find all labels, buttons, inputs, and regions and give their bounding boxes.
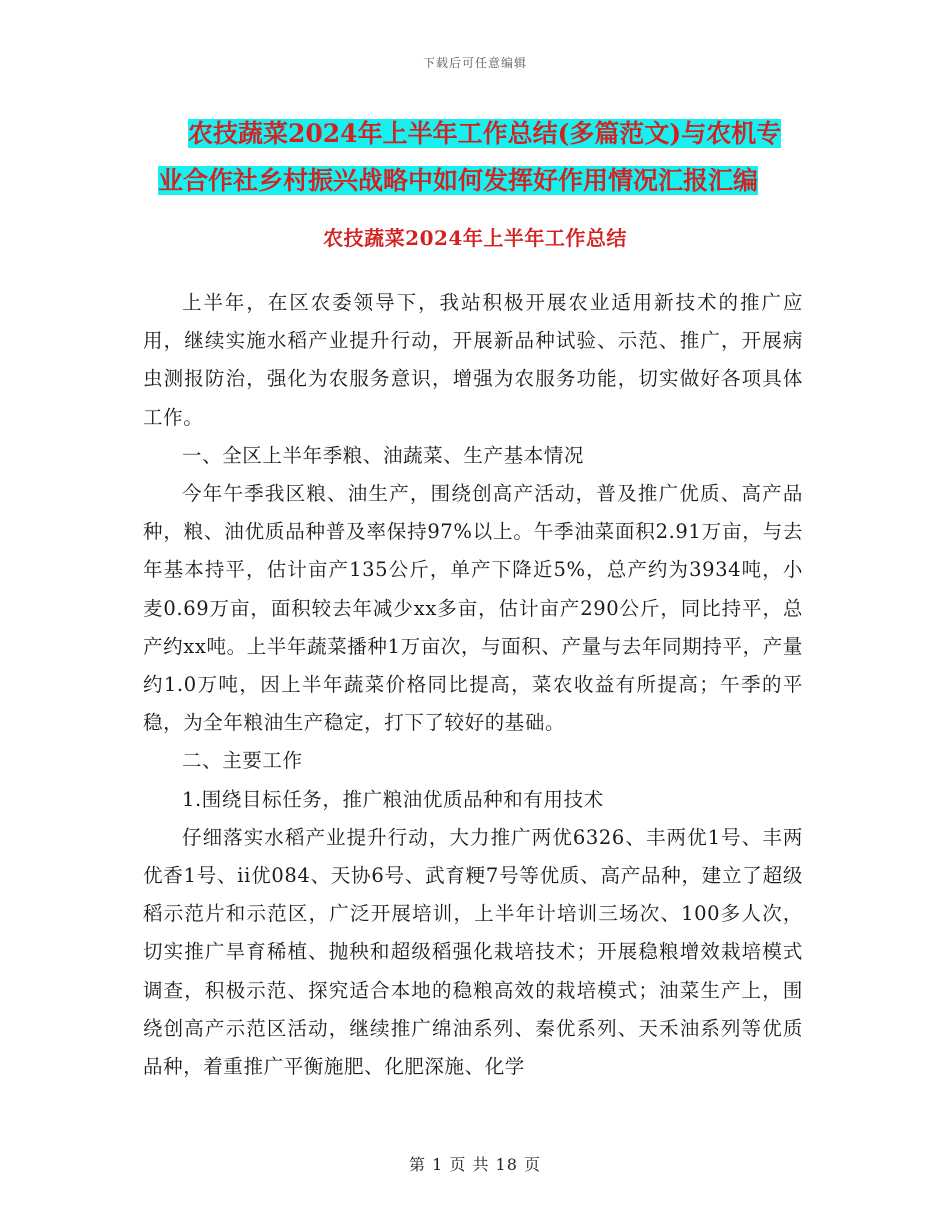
paragraph-intro: 上半年，在区农委领导下，我站积极开展农业适用新技术的推广应用，继续实施水稻产业提升行动，开展新品种试验、示范、推广，开展病虫测报防治，强化为农服务意识，增强为农服务功能，切实做好各项具体工作。 (143, 291, 803, 429)
document-title-line-1 (158, 110, 838, 157)
paragraph-rice-promotion: 仔细落实水稻产业提升行动，大力推广两优6326、丰两优1号、丰两优香1号、ii优084、天协6号、武育粳7号等优质、高产品种，建立了超级稻示范片和示范区，广泛开展培训，上半年计培训三场次、100多人次，切实推广旱育稀植、抛秧和超级稻强化栽培技术；开展稳粮增效栽培模式调查，积极示范、探究适合本地的稳粮高效的栽培模式；油菜生产上，围绕创高产示范区活动，继续推广绵油系列、秦优系列、天禾油系列等优质品种，着重推广平衡施肥、化肥深施、化学 (143, 825, 803, 1079)
document-title-line-2 (158, 157, 838, 204)
page-header-note: 下载后可任意编辑 (422, 56, 527, 70)
heading-subsection-1: 1.围绕目标任务，推广粮油优质品种和有用技术 (182, 787, 604, 811)
section-subtitle: 农技蔬菜2024年上半年工作总结 (323, 226, 627, 250)
document-title (158, 110, 838, 204)
title-highlight-2: 业合作社乡村振兴战略中如何发挥好作用情况汇报汇编 (158, 166, 759, 195)
heading-section-1: 一、全区上半年季粮、油蔬菜、生产基本情况 (182, 443, 585, 467)
paragraph-production-situation: 今年午季我区粮、油生产，围绕创高产活动，普及推广优质、高产品种，粮、油优质品种普及率保持97%以上。午季油菜面积2.91万亩，与去年基本持平，估计亩产135公斤，单产下降近5%，总产约为3934吨，小麦0.69万亩，面积较去年减少xx多亩，估计亩产290公斤，同比持平，总产约xx吨。上半年蔬菜播种1万亩次，与面积、产量与去年同期持平，产量约1.0万吨，因上半年蔬菜价格同比提高，菜农收益有所提高；午季的平稳，为全年粮油生产稳定，打下了较好的基础。 (143, 482, 803, 735)
document-body (143, 284, 803, 1086)
heading-section-2: 二、主要工作 (182, 749, 303, 773)
title-highlight-1: 农技蔬菜2024年上半年工作总结(多篇范文)与农机专 (188, 119, 782, 148)
page-footer-number: 第 1 页 共 18 页 (409, 1155, 541, 1174)
